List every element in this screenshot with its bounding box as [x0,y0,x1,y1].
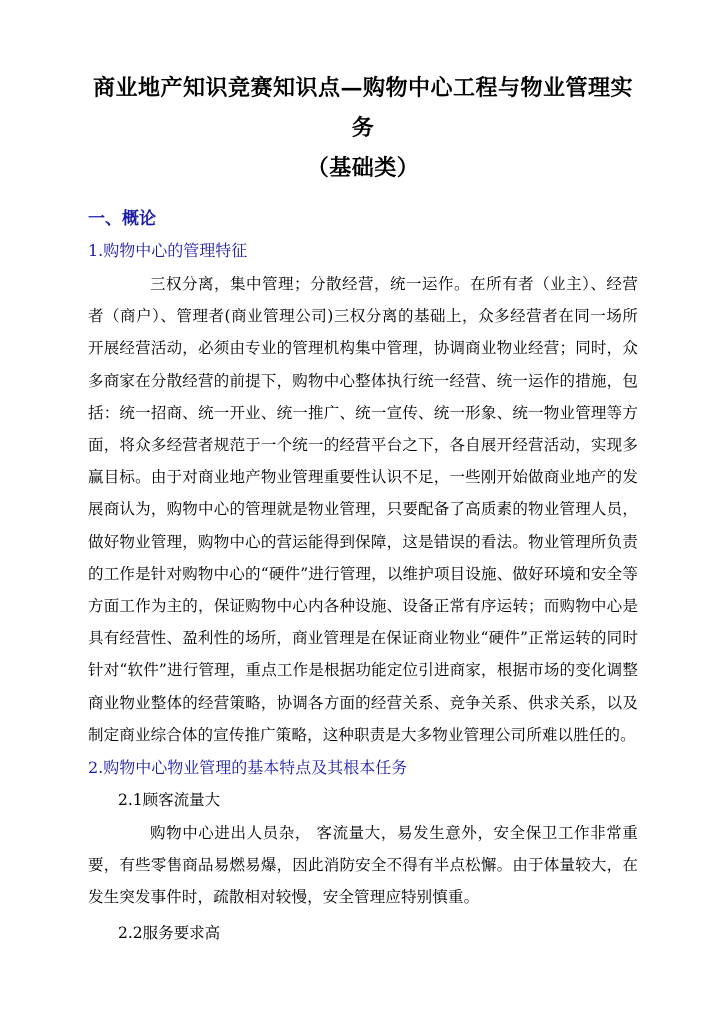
subsubsection-heading-customer-flow: 2.1顾客流量大 [118,791,221,810]
subsection-heading-management-features: 1.购物中心的管理特征 [88,241,248,260]
subsection-heading-property-management: 2.购物中心物业管理的基本特点及其根本任务 [88,758,408,778]
document-title [88,68,638,188]
title-line-2: （基础类） [306,155,420,181]
paragraph-management-features: 三权分离，集中管理；分散经营，统一运作。在所有者（业主）、经营者（商户）、管理者(商业管理公司)三权分离的基础上，众多经营者在同一场所开展经营活动，必须由专业的管理机构集中管理，协调商业物业经营；同时，众多商家在分散经营的前提下，购物中心整体执行统一经营、统一运作的措施，包括：统一招商、统一开业、统一推广、统一宣传、统一形象、统一物业管理等方面，将众多经营者规范于一个统一的经营平台之下，各自展开经营活动，实现多赢目标。由于对商业地产物业管理重要性认识不足，一些刚开始做商业地产的发展商认为，购物中心的管理就是物业管理，只要配备了高质素的物业管理人员，做好物业管理，购物中心的营运能得到保障，这是错误的看法。物业管理所负责的工作是针对购物中心的“硬件”进行管理，以维护项目设施、做好环境和安全等方面工作为主的，保证购物中心内各种设施、设备正常有序运转；而购物中心是具有经营性、盈利性的场所，商业管理是在保证商业物业“硬件”正常运转的同时针对“软件”进行管理，重点工作是根据功能定位引进商家，根据市场的变化调整商业物业整体的经营策略，协调各方面的经营关系、竞争关系、供求关系，以及制定商业综合体的宣传推广策略，这种职责是大多物业管理公司所难以胜任的。 [88,275,638,744]
subsubsection-heading-service-requirements: 2.2服务要求高 [118,923,221,942]
paragraph-customer-flow: 购物中心进出人员杂， 客流量大，易发生意外，安全保卫工作非常重要，有些零售商品易燃易爆，因此消防安全不得有半点松懈。由于体量较大，在发生突发事件时，疏散相对较慢，安全管理应特别慎重。 [88,824,638,907]
title-line-1: 商业地产知识竞赛知识点—购物中心工程与物业管理实务 [92,75,633,141]
section-heading-overview: 一、概论 [88,209,156,229]
